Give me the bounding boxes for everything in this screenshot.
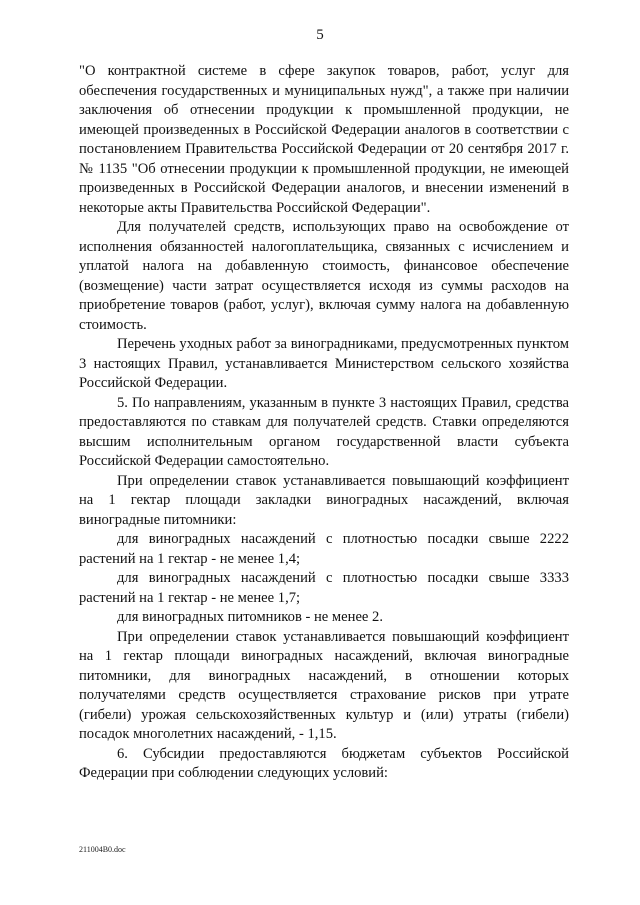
paragraph-continuation: "О контрактной системе в сфере закупок товаров, работ, услуг для обеспечения государственных и муниципальных нужд", а также при наличии заключения об отнесении продукции к промышленной продукции, не имеющей произведенных в Российской Федерации аналогов в соответствии с постановлением Правительства Российской Федерации от 20 сентября 2017 г. № 1135 "Об отнесении продукции к промышленной продукции, не имеющей произведенных в Российской Федерации аналогов, и внесении изменений в некоторые акты Правительства Российской Федерации".	[79, 63, 569, 216]
paragraph-maintenance-list: Перечень уходных работ за виноградниками, предусмотренных пунктом 3 настоящих Правил, устанавливается Министерством сельского хозяйства Российской Федерации.	[79, 336, 569, 391]
paragraph-nurseries: для виноградных питомников - не менее 2.	[117, 609, 384, 625]
paragraph-item-6: 6. Субсидии предоставляются бюджетам субъектов Российской Федерации при соблюдении следующих условий:	[79, 745, 569, 781]
paragraph-density-2222: для виноградных насаждений с плотностью посадки свыше 2222 растений на 1 гектар - не менее 1,4;	[79, 531, 569, 567]
paragraph-coefficient-planting: При определении ставок устанавливается повышающий коэффициент на 1 гектар площади закладки виноградных насаждений, включая виноградные питомники:	[79, 472, 569, 528]
document-body	[79, 62, 569, 784]
paragraph-vat-exemption: Для получателей средств, использующих право на освобождение от исполнения обязанностей налогоплательщика, связанных с исчислением и уплатой налога на добавленную стоимость, финансовое обеспечение (возмещение) части затрат осуществляется исходя из суммы расходов на приобретение товаров (работ, услуг), включая сумму налога на добавленную стоимость.	[79, 219, 569, 333]
footer-file-code: 211004B0.doc	[79, 845, 126, 854]
paragraph-item-5: 5. По направлениям, указанным в пункте 3 настоящих Правил, средства предоставляются по ставкам для получателей средств. Ставки определяются высшим исполнительным органом государственной власти субъекта Российской Федерации самостоятельно.	[79, 394, 569, 469]
paragraph-density-3333: для виноградных насаждений с плотностью посадки свыше 3333 растений на 1 гектар - не менее 1,7;	[79, 570, 569, 606]
paragraph-coefficient-insurance: При определении ставок устанавливается повышающий коэффициент на 1 гектар площади виноградных насаждений, включая виноградные питомники, для виноградных насаждений, в отношении которых получателями средств осуществляется страхование рисков при утрате (гибели) урожая сельскохозяйственных культур и (или) утраты (гибели) посадок многолетних насаждений, - 1,15.	[79, 628, 569, 742]
page-number: 5	[316, 27, 324, 43]
